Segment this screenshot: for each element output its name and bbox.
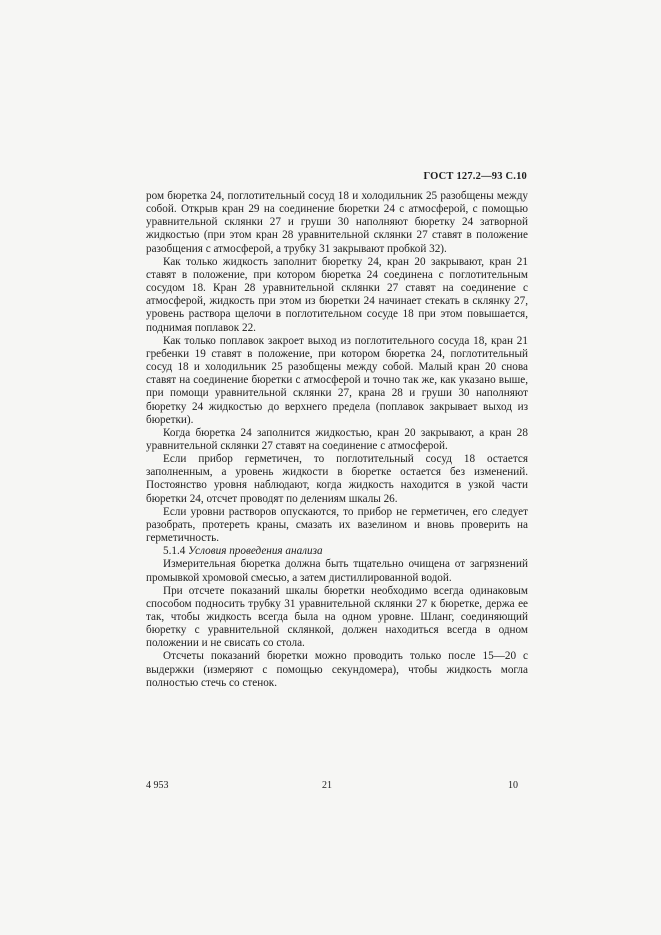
section-title: Условия проведения анализа xyxy=(188,545,323,558)
paragraph: Когда бюретка 24 заполнится жидкостью, кран 20 закрывают, а кран 28 уравнительной склянки 27 ставят на соединение с атмосферой. xyxy=(146,426,528,452)
section-number: 5.1.4 xyxy=(163,545,186,558)
paragraph: Как только жидкость заполнит бюретку 24, кран 20 закрывают, кран 21 ставят в положение, при котором бюретка 24 соединена с поглотительным сосудом 18. Кран 28 уравнительной склянки 27 ставят на соединение с атмосферой, жидкость при этом из бюретки 24 начинает стекать в склянку 27, уровень раствора щелочи в поглотительном сосуде 18 при этом повышается, поднимая поплавок 22. xyxy=(146,255,528,334)
paragraph: Измерительная бюретка должна быть тщательно очищена от загрязнений промывкой хромовой смесью, а затем дистиллированной водой. xyxy=(146,558,528,584)
paragraph: Если прибор герметичен, то поглотительный сосуд 18 остается заполненным, а уровень жидкости в бюретке остается без изменений. Постоянство уровня наблюдают, когда жидкость находится в узкой части бюретки 24, отсчет проводят по делениям шкалы 26. xyxy=(146,453,528,505)
document-reference: ГОСТ 127.2—93 С.10 xyxy=(423,171,527,182)
print-run-mark: 4 953 xyxy=(146,780,169,791)
section-heading xyxy=(146,545,528,558)
paragraph: При отсчете показаний шкалы бюретки необходимо всегда одинаковым способом подносить трубку 31 уравнительной склянки 27 к бюретке, держа ее так, чтобы жидкость всегда была на одном уровне. Шланг, соединяющий бюретку с уравнительной склянкой, должен находиться всегда в одном положении и не свисать со стола. xyxy=(146,584,528,650)
signature-number: 21 xyxy=(322,780,332,791)
body-text xyxy=(146,190,528,690)
page-number: 10 xyxy=(508,780,518,791)
paragraph: ром бюретка 24, поглотительный сосуд 18 и холодильник 25 разобщены между собой. Открыв кран 29 на соединение бюретки 24 с атмосферой, с помощью уравнительной склянки 27 и груши 30 наполняют бюретку 24 затворной жидкостью (при этом кран 28 уравнительной склянки 27 ставят в положение разобщения с атмосферой, а трубку 31 закрывают пробкой 32). xyxy=(146,190,528,255)
paragraph: Отсчеты показаний бюретки можно проводить только после 15—20 с выдержки (измеряют с помощью секундомера), чтобы жидкость могла полностью стечь со стенок. xyxy=(146,650,528,689)
page-footer xyxy=(146,780,518,794)
paragraph: Если уровни растворов опускаются, то прибор не герметичен, его следует разобрать, протереть краны, смазать их вазелином и вновь проверить на герметичность. xyxy=(146,505,528,545)
paragraph: Как только поплавок закроет выход из поглотительного сосуда 18, кран 21 гребенки 19 ставят в положение, при котором бюретка 24, поглотительный сосуд 18 и холодильник 25 разобщены между собой. Малый кран 20 снова ставят на соединение бюретки с атмосферой и точно так же, как указано выше, при помощи уравнительной склянки 27, крана 28 и груши 30 наполняют бюретку 24 жидкостью до верхнего предела (поплавок закрывает выход из бюретки). xyxy=(146,334,528,426)
